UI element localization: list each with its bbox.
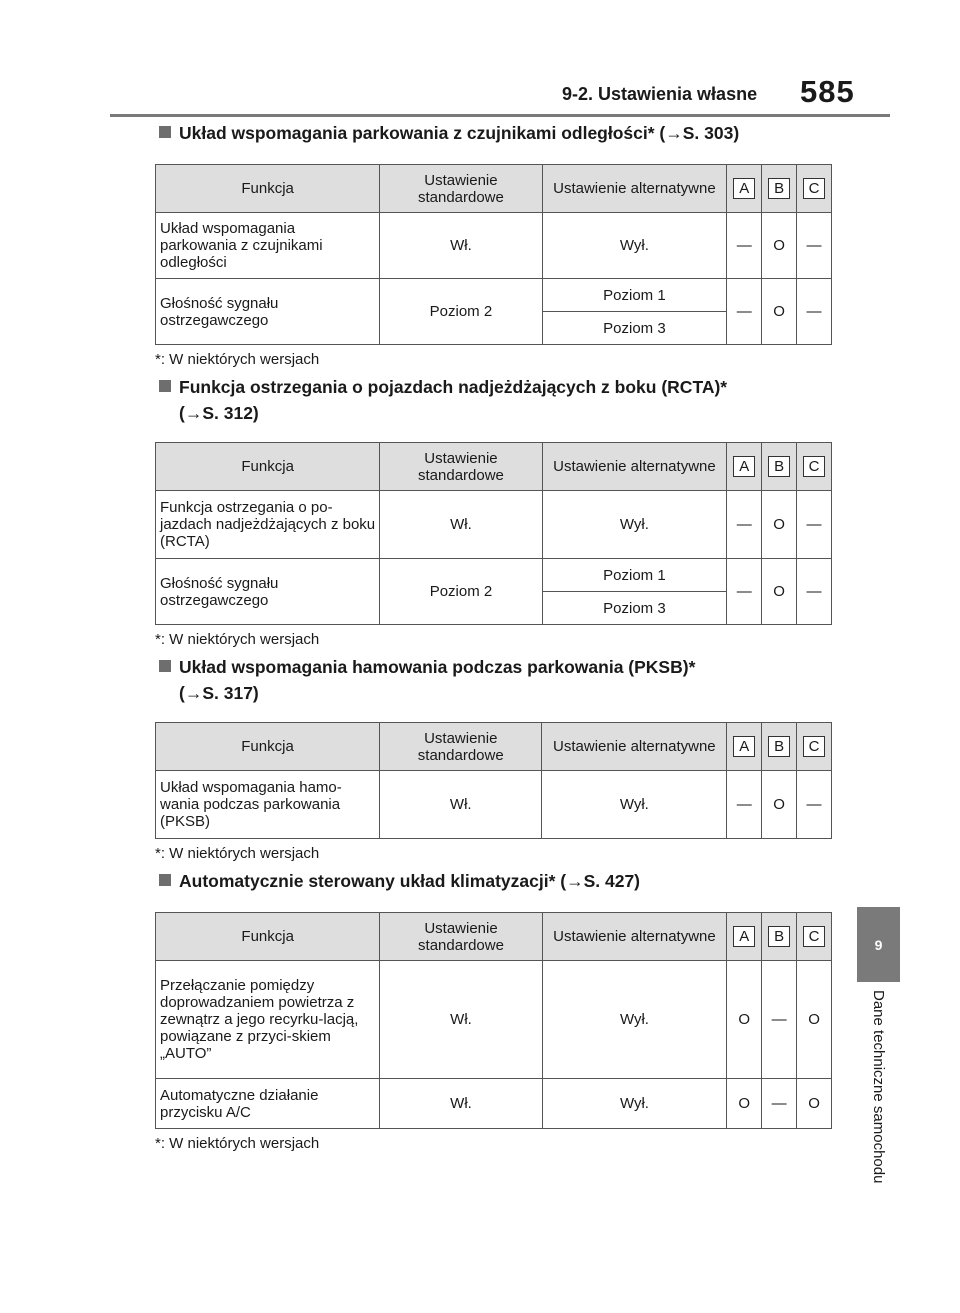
arrow-right-icon: → — [665, 123, 683, 143]
table-row: Głośność sygnału ostrzegawczego Poziom 2 Poziom 1 — O — — [156, 279, 832, 312]
header-alternative: Ustawienie alternatywne — [542, 165, 727, 213]
section-title: Funkcja ostrzegania o pojazdach nadjeżdżających z boku (RCTA)* (→S. 312) — [155, 374, 835, 426]
settings-table — [155, 164, 832, 345]
table-row: Przełączanie pomiędzy doprowadzaniem powietrza z zewnątrz a jego recyrku-lacją, powiązane z przyci-skiem „AUTO” Wł. Wył. O — O — [156, 961, 832, 1079]
page-content — [155, 120, 835, 1152]
chapter-side-label-text: Dane techniczne samochodu — [870, 990, 887, 1184]
arrow-right-icon: → — [184, 683, 203, 703]
square-bullet-icon — [159, 660, 171, 672]
header-section-title: 9-2. Ustawienia własne — [562, 84, 758, 104]
arrow-right-icon: → — [184, 403, 203, 423]
page-number: 585 — [800, 74, 855, 109]
section-title: Układ wspomagania parkowania z czujnikami odległości* (→S. 303) — [155, 120, 835, 146]
arrow-right-icon: → — [566, 871, 584, 891]
header-function: Funkcja — [156, 165, 380, 213]
square-bullet-icon — [159, 126, 171, 138]
footnote: *: W niektórych wersjach — [155, 1135, 320, 1152]
footnote: *: W niektórych wersjach — [155, 351, 320, 368]
header-b: B — [762, 165, 797, 213]
table-row: Układ wspomagania hamo-wania podczas parkowania (PKSB) Wł. Wył. — O — — [156, 771, 832, 839]
table-row: Poziom 3 — [156, 592, 832, 625]
table-row: Automatyczne działanie przycisku A/C Wł. Wył. O — O — [156, 1079, 832, 1129]
header-a: A — [727, 165, 762, 213]
settings-table: Funkcja Ustawienie standardowe Ustawienie alternatywne A B C Funkcja ostrzegania o po-jazdach nadjeżdżających z boku (RCTA) Wł. Wył. — O — Głośność sygnału ostrzegawczego Poziom 2 Poziom 1 — O — Poziom 3 — [155, 442, 832, 625]
footnote: *: W niektórych wersjach — [155, 631, 320, 648]
footnote: *: W niektórych wersjach — [155, 845, 320, 862]
square-bullet-icon — [159, 380, 171, 392]
chapter-tab — [857, 907, 900, 982]
settings-table: Funkcja Ustawienie standardowe Ustawienie alternatywne A B C Przełączanie pomiędzy doprowadzaniem powietrza z zewnątrz a jego recyrku-lacją, powiązane z przyci-skiem „AUTO” Wł. Wył. O — O Automatyczne działanie przycisku A/C Wł. Wył. O — O — [155, 912, 832, 1129]
header-c: C — [797, 165, 832, 213]
table-row: Głośność sygnału ostrzegawczego Poziom 2 Poziom 1 — O — — [156, 559, 832, 592]
table-row: Układ wspomagania parkowania z czujnikami odległości Wł. Wył. — O — — [156, 213, 832, 279]
section-title: Automatycznie sterowany układ klimatyzacji* (→S. 427) — [155, 868, 835, 894]
square-bullet-icon — [159, 874, 171, 886]
settings-table: Funkcja Ustawienie standardowe Ustawienie alternatywne A B C Układ wspomagania hamo-wania podczas parkowania (PKSB) Wł. Wył. — O — — [155, 722, 832, 839]
header-rule — [110, 114, 890, 117]
chapter-tab-number: 9 — [874, 936, 883, 953]
table-row: Poziom 3 — [156, 312, 832, 345]
section-title: Układ wspomagania hamowania podczas parkowania (PKSB)* (→S. 317) — [155, 654, 835, 706]
header-default: Ustawienie standardowe — [380, 165, 542, 213]
table-row: Funkcja ostrzegania o po-jazdach nadjeżdżających z boku (RCTA) Wł. Wył. — O — — [156, 491, 832, 559]
